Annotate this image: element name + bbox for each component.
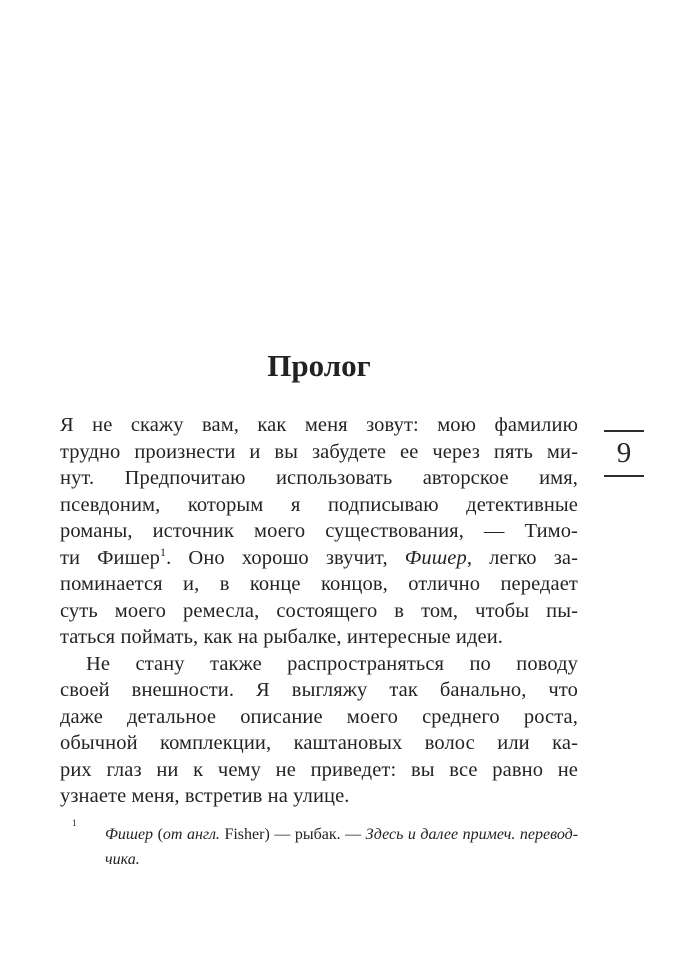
footnote-italic: Фишер (105, 826, 154, 843)
footnote-italic: от англ. (162, 826, 220, 843)
footnote (60, 819, 579, 872)
page-number: 9 (616, 437, 632, 469)
body-line: суть моего ремесла, состоящего в том, чтобы пы- (60, 599, 578, 622)
footnote-italic: чика. (105, 851, 140, 868)
page-number-block (604, 430, 644, 477)
footnote-marker: 1 (72, 819, 77, 829)
paragraph-2 (60, 651, 578, 810)
body-line: обычной комплекции, каштановых волос или ка- (60, 732, 578, 754)
body-line: псевдоним, которым я подписываю детективные (60, 493, 578, 516)
body-line: Я не скажу вам, как меня зовут: мою фамилию (60, 414, 578, 436)
body-text-run: ти Фишер (60, 546, 161, 569)
footnote-run: ( (153, 826, 163, 843)
body-text-run: . Оно хорошо звучит, (166, 546, 405, 569)
body-line: Не стану также распространяться по поводу (86, 652, 578, 675)
footnote-line (105, 822, 578, 847)
page-title: Пролог (267, 347, 371, 383)
body-line: даже детальное описание моего среднего роста, (60, 705, 578, 728)
body-line: трудно произнести и вы забудете ее через пять ми- (60, 440, 578, 463)
footnote-text (105, 822, 578, 872)
paragraph-1 (60, 412, 578, 651)
body-line: своей внешности. Я выгляжу так банально, что (60, 679, 578, 701)
body-text (60, 412, 578, 810)
footnote-line (105, 847, 578, 872)
body-line (60, 545, 578, 572)
footnote-italic: Здесь и далее примеч. перевод- (365, 826, 579, 843)
footnote-reference: 1 (160, 544, 167, 559)
body-line: поминается и, в конце концов, отлично передает (60, 573, 578, 595)
body-line: нут. Предпочитаю использовать авторское имя, (60, 467, 578, 489)
body-line: романы, источник моего существования, — Тимо- (60, 520, 578, 542)
footnote-run: Fisher) — рыбак. — (219, 826, 366, 843)
body-line: рих глаз ни к чему не приведет: вы все равно не (60, 758, 578, 781)
body-line: таться поймать, как на рыбалке, интересные идеи. (60, 626, 503, 648)
body-line: узнаете меня, встретив на улице. (60, 785, 350, 807)
body-text-run: , легко за- (466, 546, 579, 569)
pen-name-italic: Фишер (404, 546, 467, 569)
